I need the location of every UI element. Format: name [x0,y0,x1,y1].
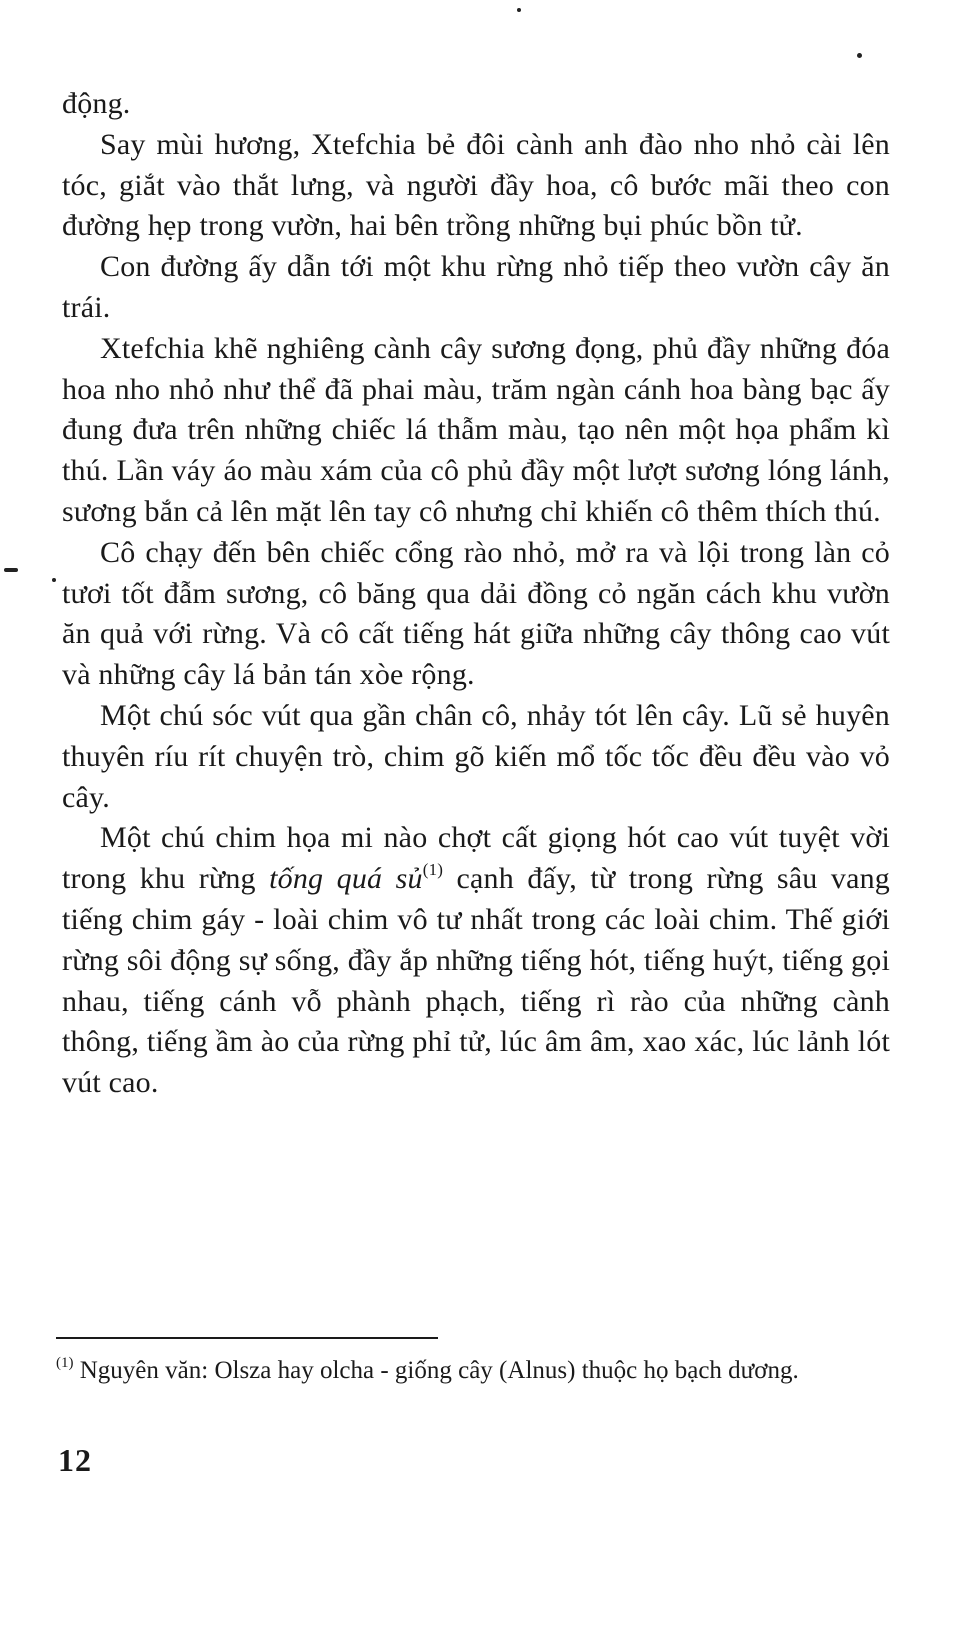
paragraph-7-text-before: Một chú chim họa mi nào chợt cất giọng hót cao vút tuyệt vời trong khu rừng [62,821,890,896]
body-text [62,84,890,1104]
footnote-reference: (1) [422,860,444,880]
paragraph-7 [62,818,890,1104]
paragraph-3: Con đường ấy dẫn tới một khu rừng nhỏ tiếp theo vườn cây ăn trái. [62,250,890,324]
paragraph-6: Một chú sóc vút qua gần chân cô, nhảy tót lên cây. Lũ sẻ huyên thuyên ríu rít chuyện trò, chim gõ kiến mổ tốc tốc đều đều vào vỏ cây. [62,698,890,814]
scan-speck [4,568,18,572]
footnote [56,1353,856,1389]
scan-speck [52,578,56,582]
scan-speck [857,53,862,58]
italic-term: tống quá sủ [269,862,423,896]
page-number: 12 [58,1442,92,1478]
footnote-divider [56,1337,438,1339]
paragraph-7-text-after: cạnh đấy, từ trong rừng sâu vang tiếng chim gáy - loài chim vô tư nhất trong các loài chim. Thế giới rừng sôi động sự sống, đầy ắp những tiếng hót, tiếng huýt, tiếng gọi nhau, tiếng cánh vỗ phành phạch, tiếng rì rào của những cành thông, tiếng ầm ào của rừng phỉ tử, lúc âm âm, xao xác, lúc lảnh lót vút cao. [62,862,890,1100]
paragraph-4: Xtefchia khẽ nghiêng cành cây sương đọng, phủ đầy những đóa hoa nho nhỏ như thể đã phai màu, trăm ngàn cánh hoa bàng bạc ấy đung đưa trên những chiếc lá thẫm màu, tạo nên một họa phẩm kì thú. Lần váy áo màu xám của cô phủ đầy một lượt sương lóng lánh, sương bắn cả lên mặt lên tay cô nhưng chỉ khiến cô thêm thích thú. [62,331,890,528]
scan-speck [517,8,521,12]
paragraph-1: động. [62,87,131,120]
paragraph-2: Say mùi hương, Xtefchia bẻ đôi cành anh đào nho nhỏ cài lên tóc, giắt vào thắt lưng, và người đầy hoa, cô bước mãi theo con đường hẹp trong vườn, hai bên trồng những bụi phúc bồn tử. [62,127,890,243]
footnote-text: Nguyên văn: Olsza hay olcha - giống cây (Alnus) thuộc họ bạch dương. [73,1357,799,1384]
paragraph-5: Cô chạy đến bên chiếc cổng rào nhỏ, mở ra và lội trong làn cỏ tươi tốt đẫm sương, cô băng qua dải đồng cỏ ngăn cách khu vườn ăn quả với rừng. Và cô cất tiếng hát giữa những cây thông cao vút và những cây lá bản tán xòe rộng. [62,535,890,692]
footnote-mark: (1) [56,1355,74,1371]
